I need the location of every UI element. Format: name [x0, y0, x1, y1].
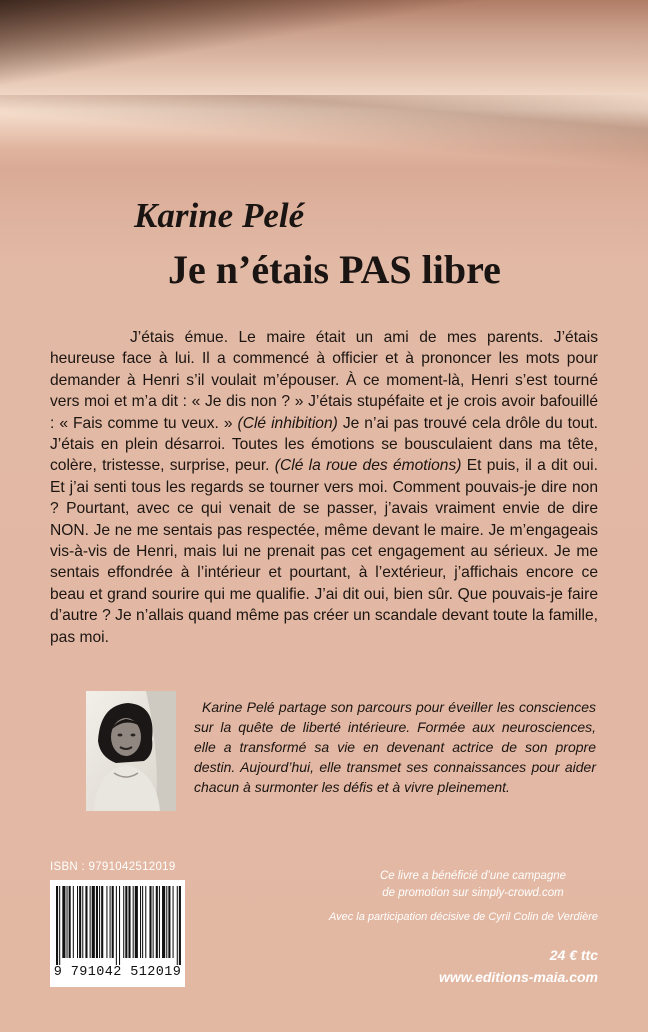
crowdfunding-note-line-2: de promotion sur simply-crowd.com	[382, 887, 564, 899]
author-bio: Karine Pelé partage son parcours pour éveiller les consciences sur la quête de liberté intérieure. Formée aux neurosciences, elle a transformé sa vie en devenant actrice de son propre destin. Aujourd’hui, elle transmet ses connaissances pour aider chacun à surmonter les défis et à vivre pleinement.	[194, 699, 596, 795]
barcode-bar	[140, 886, 141, 958]
barcode-bar	[77, 886, 78, 958]
excerpt-part-1: J’étais émue. Le maire était un ami de mes parents. J’étais heureuse face à lui. Il a commencé à officier et à prononcer les mots pour demander à Henri s’il voulait m’épouser. À ce moment-là, Henri s’est tourné vers moi et m’a dit : « Je dis non ? » J’étais stupéfaite et je crois avoir bafouillé : « Fais comme tu veux. »	[50, 329, 598, 432]
barcode-bar	[101, 886, 103, 958]
author-name: Karine Pelé	[134, 196, 305, 235]
barcode-bar	[159, 886, 160, 958]
barcode-bar	[92, 886, 95, 958]
barcode-bar	[110, 886, 111, 958]
barcode-digits: 9 791042 512019	[53, 965, 182, 980]
barcode-bar	[156, 886, 158, 958]
barcode-bar	[173, 886, 174, 958]
barcode-bar	[125, 886, 127, 958]
crowdfunding-note-line-1: Ce livre a bénéficié d’une campagne	[379, 870, 567, 882]
barcode-bar	[96, 886, 98, 958]
barcode-bar	[79, 886, 81, 958]
barcode-bar	[82, 886, 83, 958]
barcode-bar	[99, 886, 100, 958]
excerpt-key-emotions: (Clé la roue des émotions)	[274, 457, 462, 475]
barcode-bar	[73, 886, 74, 958]
barcode-bar	[168, 886, 170, 958]
barcode-bar	[145, 886, 146, 958]
author-portrait-photo	[86, 691, 176, 811]
barcode-bar	[56, 886, 58, 965]
barcode-bar	[90, 886, 91, 958]
barcode-bar	[153, 886, 154, 958]
portrait-drawing	[86, 691, 176, 811]
crowdfunding-note	[348, 868, 598, 902]
barcode-bar	[119, 886, 120, 965]
barcode-bar	[106, 886, 107, 958]
barcode-bar	[67, 886, 68, 958]
price: 24 € ttc	[549, 947, 598, 963]
barcode-bar	[62, 886, 65, 958]
excerpt-key-inhibition: (Clé inhibition)	[237, 414, 338, 432]
cover-shadow-band-lower	[0, 95, 648, 175]
barcode-bar	[142, 886, 143, 958]
publisher-website: www.editions-maia.com	[439, 969, 598, 985]
barcode-bar	[133, 886, 134, 958]
barcode-bar	[179, 886, 181, 965]
excerpt-part-2: Je n’ai pas trouvé cela drôle du tout. J’étais en plein désarroi. Toutes les émotions se bousculaient dans ma tête, colère, tristesse, surprise, peur.	[50, 414, 598, 475]
barcode-bar	[116, 886, 117, 965]
excerpt-part-3: Et puis, il a dit oui. Et j’ai senti tous les regards se tourner vers moi. Comment pouvais-je dire non ? Pourtant, avec ce qui venait de se passer, j’avais vraiment envie de dire NON. Je ne me sentais pas respectée, même devant le maire. Je m’engageais vis-à-vis de Henri, mais lui ne prenait pas cet engagement au sérieux. Je me sentais effondrée à l’intérieur et pourtant, à l’extérieur, j’affichais encore ce beau et grand sourire qui me qualifie. J’ai dit oui, bien sûr. Que pouvais-je faire d’autre ? Je n’allais quand même pas créer un scandale devant toute la famille, pas moi.	[50, 457, 598, 646]
book-title: Je n’étais PAS libre	[168, 247, 501, 292]
barcode-bar	[123, 886, 124, 958]
barcode-bar	[128, 886, 130, 958]
book-excerpt	[50, 327, 598, 648]
barcode-bar	[166, 886, 167, 958]
barcode-bar	[177, 886, 178, 965]
isbn-label: ISBN : 9791042512019	[50, 861, 176, 873]
barcode-bars	[50, 880, 185, 965]
barcode-bar	[162, 886, 165, 958]
barcode-bar	[149, 886, 151, 958]
participation-credit: Avec la participation décisive de Cyril Colin de Verdière	[328, 911, 598, 923]
barcode-bar	[85, 886, 87, 958]
barcode-bar	[135, 886, 138, 958]
barcode-bar	[112, 886, 114, 958]
barcode-bar	[59, 886, 60, 965]
barcode-bar	[69, 886, 71, 958]
